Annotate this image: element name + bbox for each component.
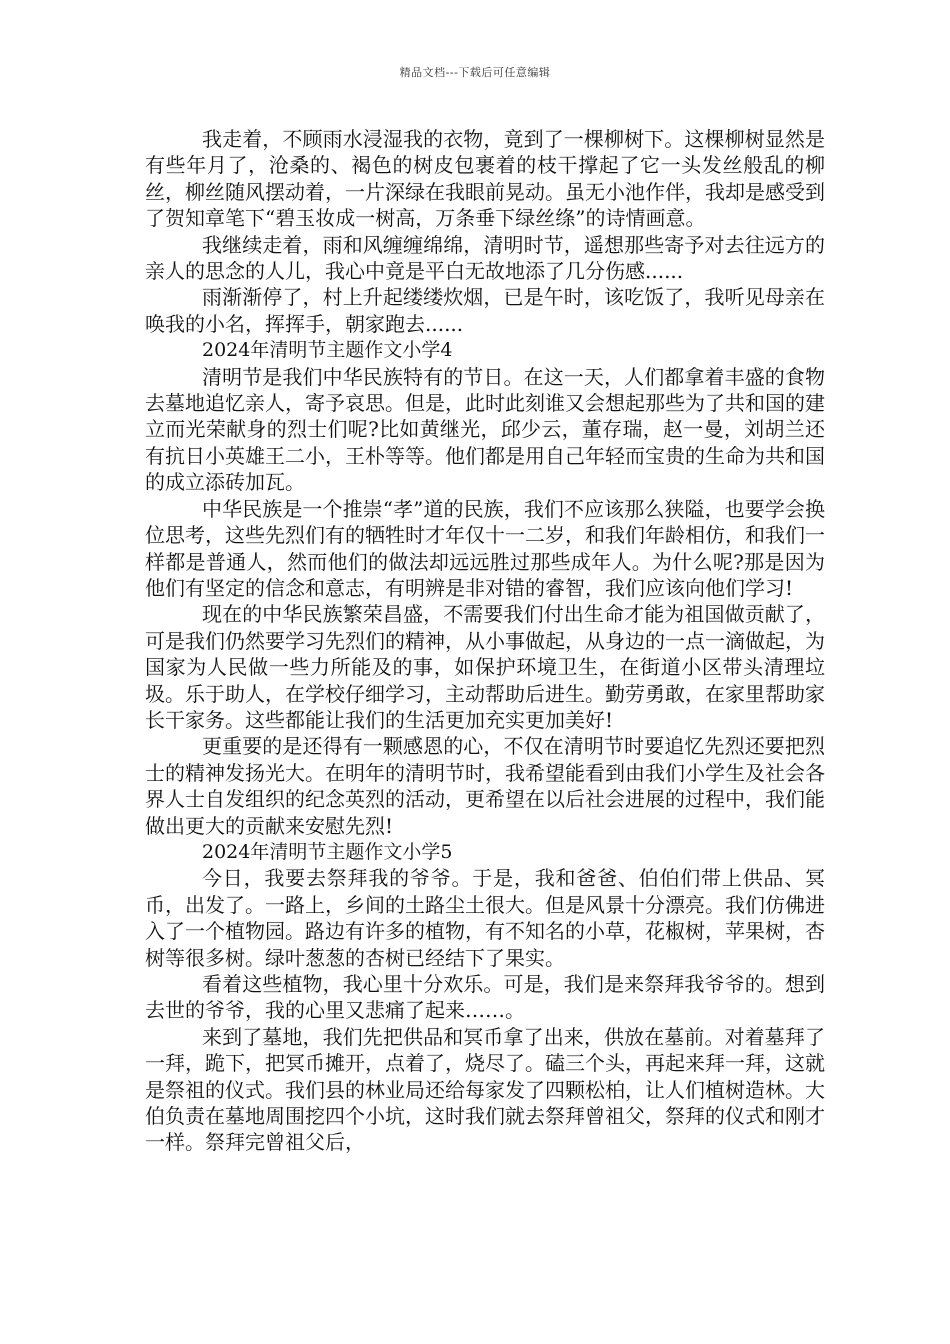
paragraph: 今日，我要去祭拜我的爷爷。于是，我和爸爸、伯伯们带上供品、冥币，出发了。一路上，乡间的土路尘土很大。但是风景十分漂亮。我们仿佛进入了一个植物园。路边有许多的植物，有不知名的小草，花椒树，苹果树，杏树等很多树。绿叶葱葱的杏树已经结下了果实。: [145, 866, 825, 970]
paragraph: 中华民族是一个推崇“孝”道的民族，我们不应该那么狭隘，也要学会换位思考，这些先烈们有的牺牲时才年仅十一二岁，和我们年龄相仿，和我们一样都是普通人，然而他们的做法却远远胜过那些成年人。为什么呢?那是因为他们有坚定的信念和意志，有明辨是非对错的睿智，我们应该向他们学习!: [145, 496, 825, 600]
paragraph: 现在的中华民族繁荣昌盛，不需要我们付出生命才能为祖国做贡献了，可是我们仍然要学习先烈们的精神，从小事做起，从身边的一点一滴做起，为国家为人民做一些力所能及的事，如保护环境卫生，在街道小区带头清理垃圾。乐于助人，在学校仔细学习，主动帮助后进生。勤劳勇敢，在家里帮助家长干家务。这些都能让我们的生活更加充实更加美好!: [145, 602, 825, 732]
paragraph: 更重要的是还得有一颗感恩的心，不仅在清明节时要追忆先烈还要把烈士的精神发扬光大。在明年的清明节时，我希望能看到由我们小学生及社会各界人士自发组织的纪念英烈的活动，更希望在以后社会进展的过程中，我们能做出更大的贡献来安慰先烈!: [145, 734, 825, 838]
paragraph: 我走着，不顾雨水浸湿我的衣物，竟到了一棵柳树下。这棵柳树显然是有些年月了，沧桑的、褐色的树皮包裹着的枝干撑起了它一头发丝般乱的柳丝，柳丝随风摆动着，一片深绿在我眼前晃动。虽无小池作伴，我却是感受到了贺知章笔下“碧玉妆成一树高，万条垂下绿丝绦”的诗情画意。: [145, 127, 825, 231]
paragraph: 清明节是我们中华民族特有的节日。在这一天，人们都拿着丰盛的食物去墓地追忆亲人，寄予哀思。但是，此时此刻谁又会想起那些为了共和国的建立而光荣献身的烈士们呢?比如黄继光，邱少云，董存瑞，赵一曼，刘胡兰还有抗日小英雄王二小，王朴等等。他们都是用自己年轻而宝贵的生命为共和国的成立添砖加瓦。: [145, 364, 825, 495]
paragraph: 来到了墓地，我们先把供品和冥币拿了出来，供放在墓前。对着墓拜了一拜，跪下，把冥币摊开，点着了，烧尽了。磕三个头，再起来拜一拜，这就是祭祖的仪式。我们县的林业局还给每家发了四颗松柏，让人们植树造林。大伯负责在墓地周围挖四个小坑，这时我们就去祭拜曾祖父，祭拜的仪式和刚才一样。祭拜完曾祖父后，: [145, 1024, 825, 1155]
paragraph: 我继续走着，雨和风缠缠绵绵，清明时节，遥想那些寄予对去往远方的亲人的思念的人儿，我心中竟是平白无故地添了几分伤感......: [145, 232, 825, 284]
page-header: 精品文档---下载后可任意编辑: [399, 66, 551, 79]
paragraph: 雨渐渐停了，村上升起缕缕炊烟，已是午时，该吃饭了，我听见母亲在唤我的小名，挥挥手，朝家跑去......: [145, 285, 825, 336]
section-heading: 2024年清明节主题作文小学4: [202, 339, 453, 362]
section-heading: 2024年清明节主题作文小学5: [202, 840, 453, 863]
document-body: [145, 126, 825, 1156]
paragraph: 看着这些植物，我心里十分欢乐。可是，我们是来祭拜我爷爷的。想到去世的爷爷，我的心里又悲痛了起来……。: [145, 972, 825, 1023]
